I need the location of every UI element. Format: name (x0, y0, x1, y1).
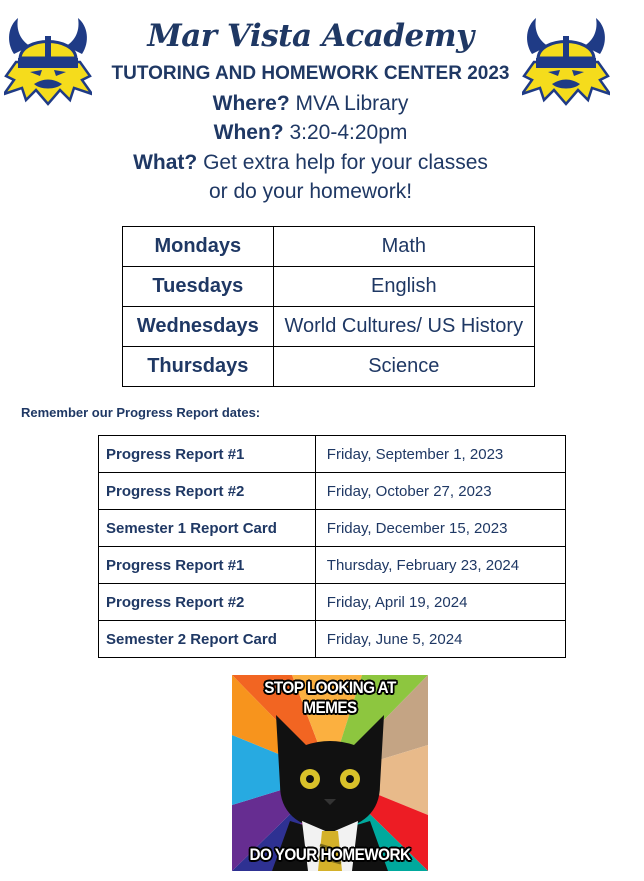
report-name: Progress Report #1 (99, 547, 316, 584)
reports-heading: Remember our Progress Report dates: (21, 405, 261, 420)
table-row (123, 227, 535, 267)
table-row (123, 267, 535, 307)
schedule-day: Thursdays (123, 347, 274, 387)
table-row (99, 510, 566, 547)
when-value: 3:20-4:20pm (289, 121, 408, 144)
schedule-subject: World Cultures/ US History (273, 307, 534, 347)
schedule-day: Mondays (123, 227, 274, 267)
table-row (99, 436, 566, 473)
schedule-subject: Math (273, 227, 534, 267)
schedule-subject: English (273, 267, 534, 307)
when-line (0, 121, 621, 145)
table-row (99, 547, 566, 584)
schedule-subject: Science (273, 347, 534, 387)
what-label: What? (133, 151, 198, 174)
report-date: Friday, April 19, 2024 (315, 584, 565, 621)
table-row (99, 621, 566, 658)
what-line (0, 151, 621, 175)
meme-top-text: STOP LOOKING AT MEMES (264, 678, 396, 717)
schedule-table (122, 226, 535, 387)
report-name: Progress Report #1 (99, 436, 316, 473)
table-row (123, 307, 535, 347)
when-label: When? (213, 121, 284, 144)
table-row (123, 347, 535, 387)
report-name: Semester 1 Report Card (99, 510, 316, 547)
table-row (99, 584, 566, 621)
report-date: Thursday, February 23, 2024 (315, 547, 565, 584)
report-name: Semester 2 Report Card (99, 621, 316, 658)
where-line (0, 92, 621, 116)
page-title: Mar Vista Academy (147, 18, 474, 54)
report-dates-table (98, 435, 566, 658)
report-name: Progress Report #2 (99, 584, 316, 621)
report-date: Friday, September 1, 2023 (315, 436, 565, 473)
report-date: Friday, December 15, 2023 (315, 510, 565, 547)
table-row (99, 473, 566, 510)
where-label: Where? (212, 92, 290, 115)
what-line-2: or do your homework! (208, 180, 413, 203)
what-value: Get extra help for your classes (203, 151, 488, 174)
report-name: Progress Report #2 (99, 473, 316, 510)
business-cat-meme-image (232, 675, 428, 871)
where-value: MVA Library (295, 92, 409, 115)
meme-bottom-text: DO YOUR HOMEWORK (249, 845, 411, 864)
page-subtitle: TUTORING AND HOMEWORK CENTER 2023 (111, 63, 510, 84)
schedule-day: Tuesdays (123, 267, 274, 307)
schedule-day: Wednesdays (123, 307, 274, 347)
report-date: Friday, June 5, 2024 (315, 621, 565, 658)
report-date: Friday, October 27, 2023 (315, 473, 565, 510)
